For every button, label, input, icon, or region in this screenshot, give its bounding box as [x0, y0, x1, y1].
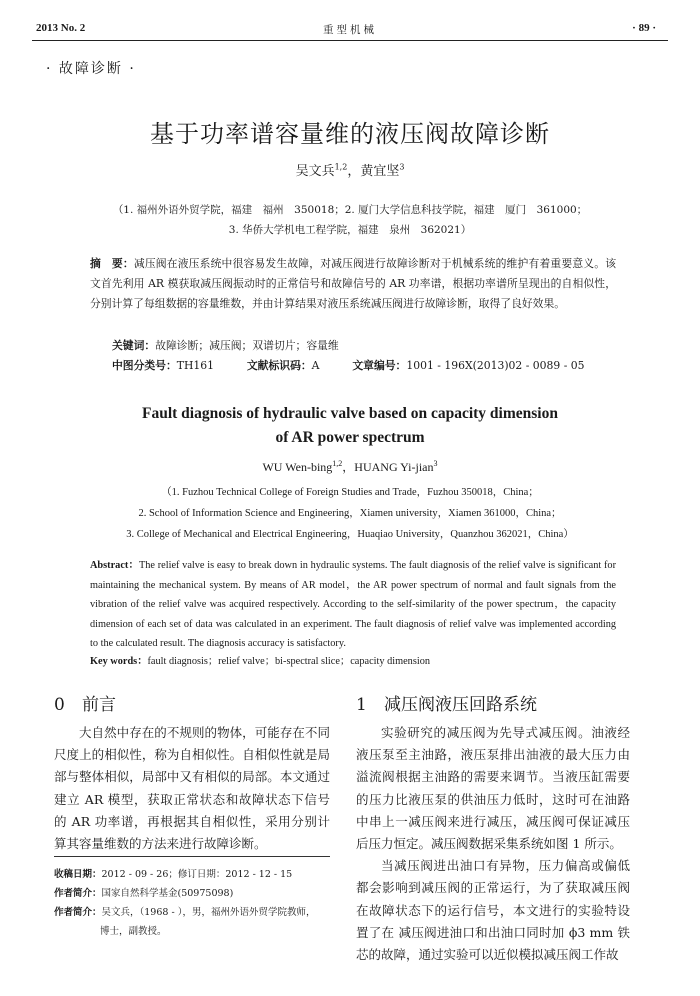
header-issue: 2013 No. 2 [36, 22, 86, 34]
affiliation-en-3: 3. College of Mechanical and Electrical Engineering，Huaqiao University，Quanzhou 362021，China） [126, 529, 574, 540]
classification-line [112, 358, 632, 373]
keywords-en [90, 652, 616, 672]
article-id-label: 文章编号： [352, 359, 407, 372]
section-1-body [356, 722, 630, 966]
footnote-dates [54, 866, 338, 884]
footnote-bio-label: 作者简介： [54, 907, 102, 918]
keywords-cn-text: 故障诊断；减压阀；双谱切片；容量维 [155, 339, 339, 352]
footnote-bio-text: 吴文兵，（1968 - ），男，福州外语外贸学院教师， [101, 907, 316, 918]
affiliation-cn-1: （1. 福州外语外贸学院，福建 福州 350018；2. 厦门大学信息科技学院，福建 厦门 361000； [112, 204, 588, 216]
keywords-en-text: fault diagnosis；relief valve；bi-spectral slice；capacity dimension [147, 656, 431, 667]
header-page-number: · 89 · [632, 22, 656, 34]
section-1-paragraph-1: 实验研究的减压阀为先导式减压阀。油液经液压泵至主油路，液压泵排出油液的最大压力由溢流阀根据主油路的需要来调节。当液压缸需要的压力比液压泵的供油压力低时，这时可在油路中串上一减压阀来进行减压，减压阀可保证减压后压力恒定。减压阀数据采集系统如图 1 所示。 [356, 725, 630, 852]
doc-code-label: 文献标识码： [246, 359, 312, 372]
abstract-en-label: Abstract： [90, 560, 139, 571]
clc-value: TH161 [176, 359, 215, 372]
section-1-number: 1 [356, 695, 367, 715]
keywords-cn [112, 338, 339, 353]
clc-label: 中图分类号： [112, 359, 177, 372]
section-0-body [54, 722, 330, 855]
author1-cn: 吴文兵 [295, 164, 335, 179]
keywords-en-label: Key words： [90, 656, 148, 667]
author1-cn-sup: 1,2 [334, 162, 348, 172]
section-1-heading [356, 690, 537, 715]
doc-code-value: A [311, 359, 320, 372]
affiliation-cn-2: 3. 华侨大学机电工程学院，福建 泉州 362021） [228, 224, 472, 236]
title-en-line2: of AR power spectrum [275, 429, 425, 446]
abstract-cn [90, 254, 616, 314]
author2-en-sup: 3 [433, 459, 438, 468]
author2-cn-sup: 3 [399, 162, 405, 172]
footnote-rule [54, 856, 330, 857]
header-journal: 重型机械 [323, 24, 377, 36]
abstract-cn-text: 减压阀在液压系统中很容易发生故障，对减压阀进行故障诊断对于机械系统的维护有着重要意义。该文首先利用 AR 模获取减压阀振动时的正常信号和故障信号的 AR 功率谱，根据功率谱所呈现出的自相似性，分别计算了每组数据的容量维数，并由计算结果对液压系统减压阀进行故障诊断，取得了良好效果。 [90, 257, 617, 310]
abstract-en-text: The relief valve is easy to break down in hydraulic systems. The fault diagnosis of the relief valve is significant for maintaining the mechanical system. By means of AR model，the AR power spectrum of normal and fault signals from the vibration of the relief valve was acquired respectively. According to the self-similarity of the power spectrum，the capacity dimension of each set of data was calculated in an experiment. The fault diagnosis of relief valve was implemented according to the calculated result. The diagnosis accuracy is satisfactory. [90, 560, 616, 649]
title-en-line1: Fault diagnosis of hydraulic valve based on capacity dimension [142, 405, 558, 422]
author2-en: HUANG Yi-jian [354, 460, 434, 474]
footnote-dates-text: 2012 - 09 - 26；修订日期：2012 - 12 - 15 [101, 869, 293, 880]
column-label: · 故障诊断 · [46, 61, 136, 77]
section-1-paragraph-2: 当减压阀进出油口有异物，压力偏高或偏低都会影响到减压阀的正常运行，为了获取减压阀在故障状态下的运行信号，本文进行的实验特设置了在 减压阀进油口和出油口同时加 ϕ3 mm 铁芯的故障，通过实验可以近似模拟减压阀工作故 [356, 858, 630, 963]
header-rule [32, 40, 668, 41]
section-1-title: 减压阀液压回路系统 [384, 695, 537, 715]
author1-en: WU Wen-bing [262, 460, 333, 474]
authors-en [0, 458, 700, 475]
author2-cn: 黄宜坚 [360, 164, 400, 179]
author-separator-cn: ， [347, 164, 361, 179]
footnote-fund-label: 作者简介： [54, 888, 102, 899]
abstract-en [90, 556, 616, 654]
affiliation-en-1: （1. Fuzhou Technical College of Foreign Studies and Trade，Fuzhou 350018，China； [161, 487, 539, 498]
abstract-cn-label: 摘 要： [90, 257, 134, 270]
authors-cn [0, 160, 700, 179]
affiliation-en-2: 2. School of Information Science and Engineering，Xiamen university，Xiamen 361000，China； [138, 508, 562, 519]
title-en [0, 402, 700, 450]
article-id-value: 1001 - 196X(2013)02 - 0089 - 05 [406, 359, 585, 372]
title-cn: 基于功率谱容量维的液压阀故障诊断 [150, 120, 550, 148]
section-0-title: 前言 [82, 695, 116, 715]
footnote-fund-text: 国家自然科学基金(50975098) [101, 888, 234, 899]
section-0-number: 0 [54, 695, 65, 715]
footnote-fund [54, 885, 338, 903]
keywords-cn-label: 关键词： [112, 339, 156, 352]
footnote-bio [54, 904, 338, 922]
footnote-bio-continued: 博士，副教授。 [100, 926, 167, 937]
section-0-paragraph: 大自然中存在的不规则的物体，可能存在不同尺度上的相似性，称为自相似性。自相似性就是局部与整体相似，局部中又有相似的局部。本文通过建立 AR 模型，获取正常状态和故障状态下信号的 AR 功率谱，再根据其自相似性，采用分别计算其容量维数的方法来进行故障诊断。 [54, 725, 330, 852]
author-separator-en: ， [342, 460, 355, 474]
section-0-heading [54, 690, 116, 715]
footnote-dates-label: 收稿日期： [54, 869, 102, 880]
author1-en-sup: 1,2 [332, 459, 343, 468]
